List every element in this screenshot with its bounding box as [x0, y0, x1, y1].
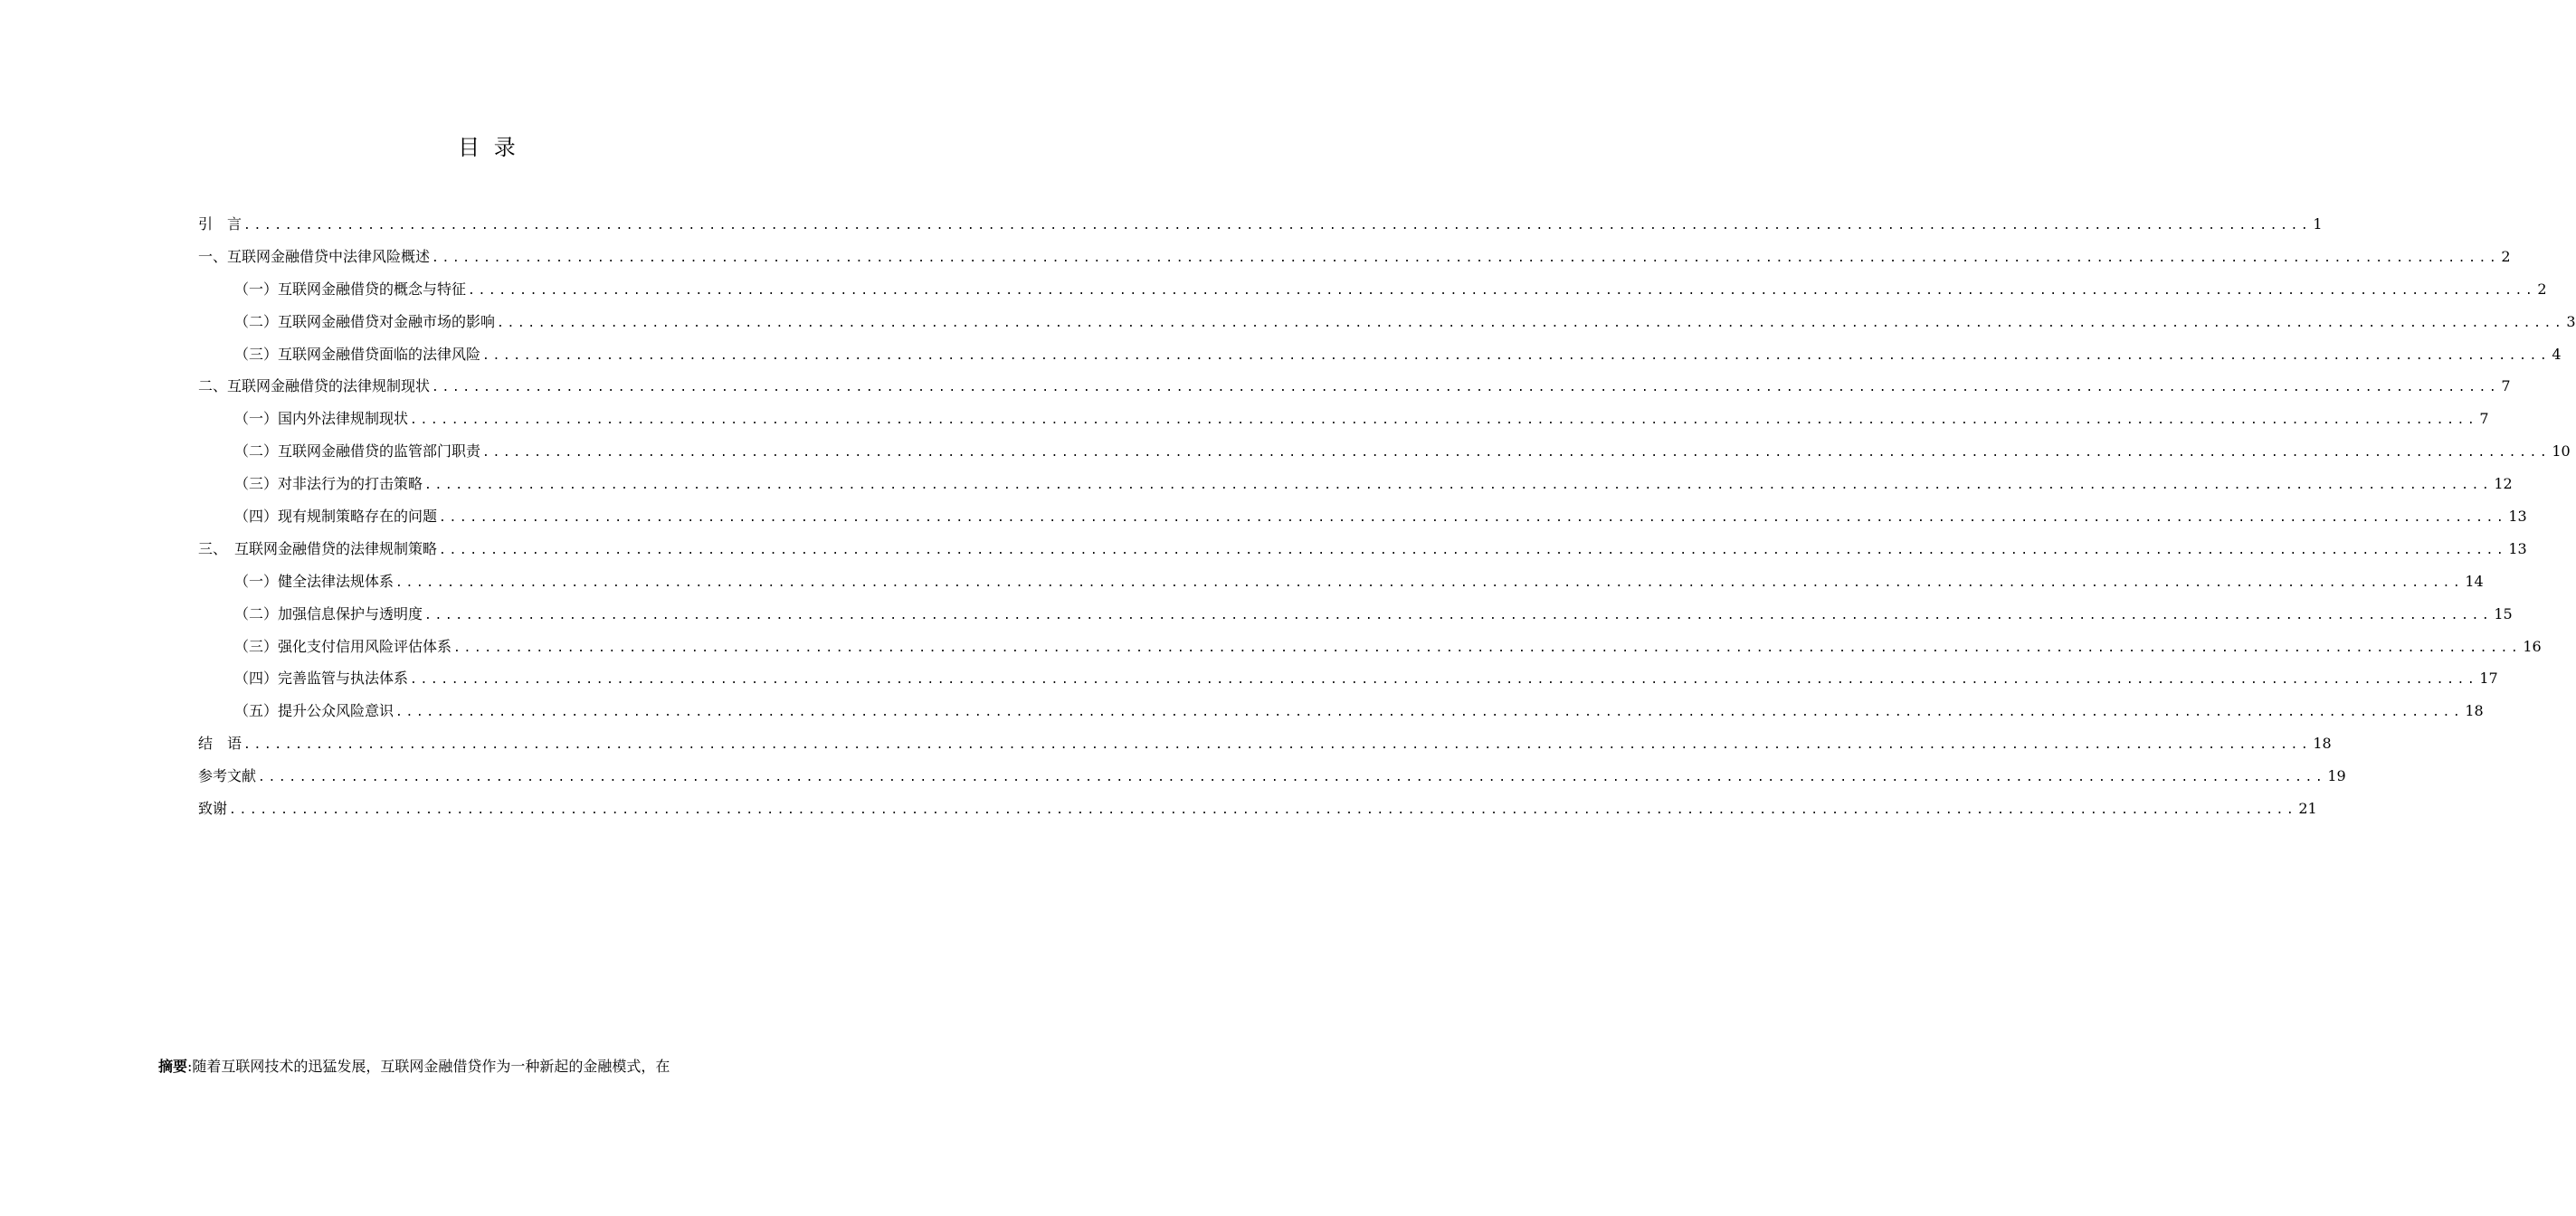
toc-leader-dots: ........................................................................................................................................................................................................	[424, 608, 2493, 622]
toc-entry[interactable]	[198, 403, 2489, 435]
toc-leader-dots: ........................................................................................................................................................................................................	[243, 738, 2312, 753]
toc-leader-dots: ........................................................................................................................................................................................................	[439, 511, 2507, 526]
toc-entry[interactable]	[198, 435, 2571, 468]
toc-entry-page: 1	[2313, 215, 2323, 233]
toc-entry-label: （三）互联网金融借贷面临的法律风险	[234, 345, 481, 363]
toc-entry-page: 2	[2501, 247, 2511, 265]
toc-entry[interactable]	[198, 208, 2323, 241]
toc-leader-dots: ........................................................................................................................................................................................................	[482, 348, 2551, 363]
toc-leader-dots: ........................................................................................................................................................................................................	[439, 543, 2507, 557]
toc-entry-page: 17	[2479, 670, 2498, 688]
toc-entry-label: （一）健全法律法规体系	[234, 572, 394, 590]
toc-entry-page: 4	[2552, 345, 2562, 363]
toc-entry-label: 引 言	[198, 215, 242, 233]
toc-entry[interactable]	[198, 533, 2527, 565]
abstract-text: :随着互联网技术的迅猛发展，互联网金融借贷作为一种新起的金融模式，在	[187, 1058, 670, 1075]
toc-entry-page: 13	[2508, 508, 2527, 526]
toc-entry-page: 14	[2465, 572, 2484, 590]
toc-entry-label: （一）互联网金融借贷的概念与特征	[234, 280, 467, 298]
toc-entry-label: （二）互联网金融借贷对金融市场的影响	[234, 312, 496, 330]
toc-leader-dots: ........................................................................................................................................................................................................	[468, 283, 2536, 298]
toc-leader-dots: ........................................................................................................................................................................................................	[432, 381, 2500, 395]
toc-entry-page: 16	[2523, 637, 2542, 655]
toc-entry-label: 一、互联网金融借贷中法律风险概述	[198, 247, 431, 265]
page-title: 目 录	[458, 135, 519, 160]
toc-entry-page: 12	[2494, 475, 2513, 493]
toc-entry-page: 10	[2552, 442, 2571, 461]
toc-entry-label: 二、互联网金融借贷的法律规制现状	[198, 377, 431, 395]
toc-entry[interactable]	[198, 565, 2484, 598]
toc-leader-dots: ........................................................................................................................................................................................................	[410, 413, 2478, 428]
toc-entry-page: 21	[2298, 800, 2317, 818]
abstract-label: 摘要	[158, 1058, 188, 1075]
toc-entry-page: 19	[2327, 767, 2346, 785]
toc-entry-label: （五）提升公众风险意识	[234, 702, 394, 720]
toc-entry-label: （四）完善监管与执法体系	[234, 670, 409, 688]
toc-entry[interactable]	[198, 241, 2511, 273]
toc-leader-dots: ........................................................................................................................................................................................................	[395, 575, 2464, 590]
toc-entry-page: 18	[2313, 735, 2332, 753]
toc-leader-dots: ........................................................................................................................................................................................................	[424, 479, 2493, 493]
toc-entry-label: （二）互联网金融借贷的监管部门职责	[234, 442, 481, 461]
toc-entry-label: （三）强化支付信用风险评估体系	[234, 637, 452, 655]
toc-entry-label: （三）对非法行为的打击策略	[234, 475, 423, 493]
toc-leader-dots: ........................................................................................................................................................................................................	[497, 316, 2565, 330]
toc-entry-label: 参考文献	[198, 767, 257, 785]
toc-entry-label: （二）加强信息保护与透明度	[234, 604, 423, 622]
toc-entry-label: 致谢	[198, 800, 228, 818]
toc-entry[interactable]	[198, 727, 2332, 760]
toc-entry[interactable]	[198, 793, 2317, 825]
toc-entry[interactable]	[198, 273, 2547, 306]
toc-entry-page: 13	[2508, 539, 2527, 557]
toc-entry-page: 15	[2494, 604, 2513, 622]
toc-leader-dots: ........................................................................................................................................................................................................	[243, 219, 2312, 233]
toc-entry[interactable]	[198, 631, 2542, 663]
toc-entry-label: 三、 互联网金融借贷的法律规制策略	[198, 539, 438, 557]
abstract-paragraph	[158, 1053, 792, 1080]
toc-entry-label: （一）国内外法律规制现状	[234, 410, 409, 428]
toc-leader-dots: ........................................................................................................................................................................................................	[432, 251, 2500, 265]
toc-entry[interactable]	[198, 370, 2511, 403]
toc-leader-dots: ........................................................................................................................................................................................................	[482, 446, 2551, 461]
table-of-contents	[198, 208, 2576, 825]
toc-entry[interactable]	[198, 598, 2513, 631]
toc-entry-label: （四）现有规制策略存在的问题	[234, 508, 438, 526]
toc-leader-dots: ........................................................................................................................................................................................................	[229, 803, 2297, 818]
toc-leader-dots: ........................................................................................................................................................................................................	[410, 673, 2478, 688]
toc-entry-page: 3	[2566, 312, 2576, 330]
toc-entry[interactable]	[198, 500, 2527, 533]
toc-entry[interactable]	[198, 468, 2513, 500]
toc-entry-page: 18	[2465, 702, 2484, 720]
toc-entry[interactable]	[198, 338, 2562, 371]
toc-entry-page: 7	[2479, 410, 2489, 428]
toc-entry[interactable]	[198, 760, 2346, 793]
toc-leader-dots: ........................................................................................................................................................................................................	[395, 706, 2464, 720]
toc-entry[interactable]	[198, 695, 2484, 727]
toc-entry-page: 7	[2501, 377, 2511, 395]
toc-leader-dots: ........................................................................................................................................................................................................	[258, 771, 2326, 785]
toc-leader-dots: ........................................................................................................................................................................................................	[453, 641, 2522, 655]
toc-entry[interactable]	[198, 662, 2498, 695]
toc-entry-page: 2	[2537, 280, 2547, 298]
toc-entry-label: 结 语	[198, 735, 242, 753]
toc-entry[interactable]	[198, 306, 2576, 338]
